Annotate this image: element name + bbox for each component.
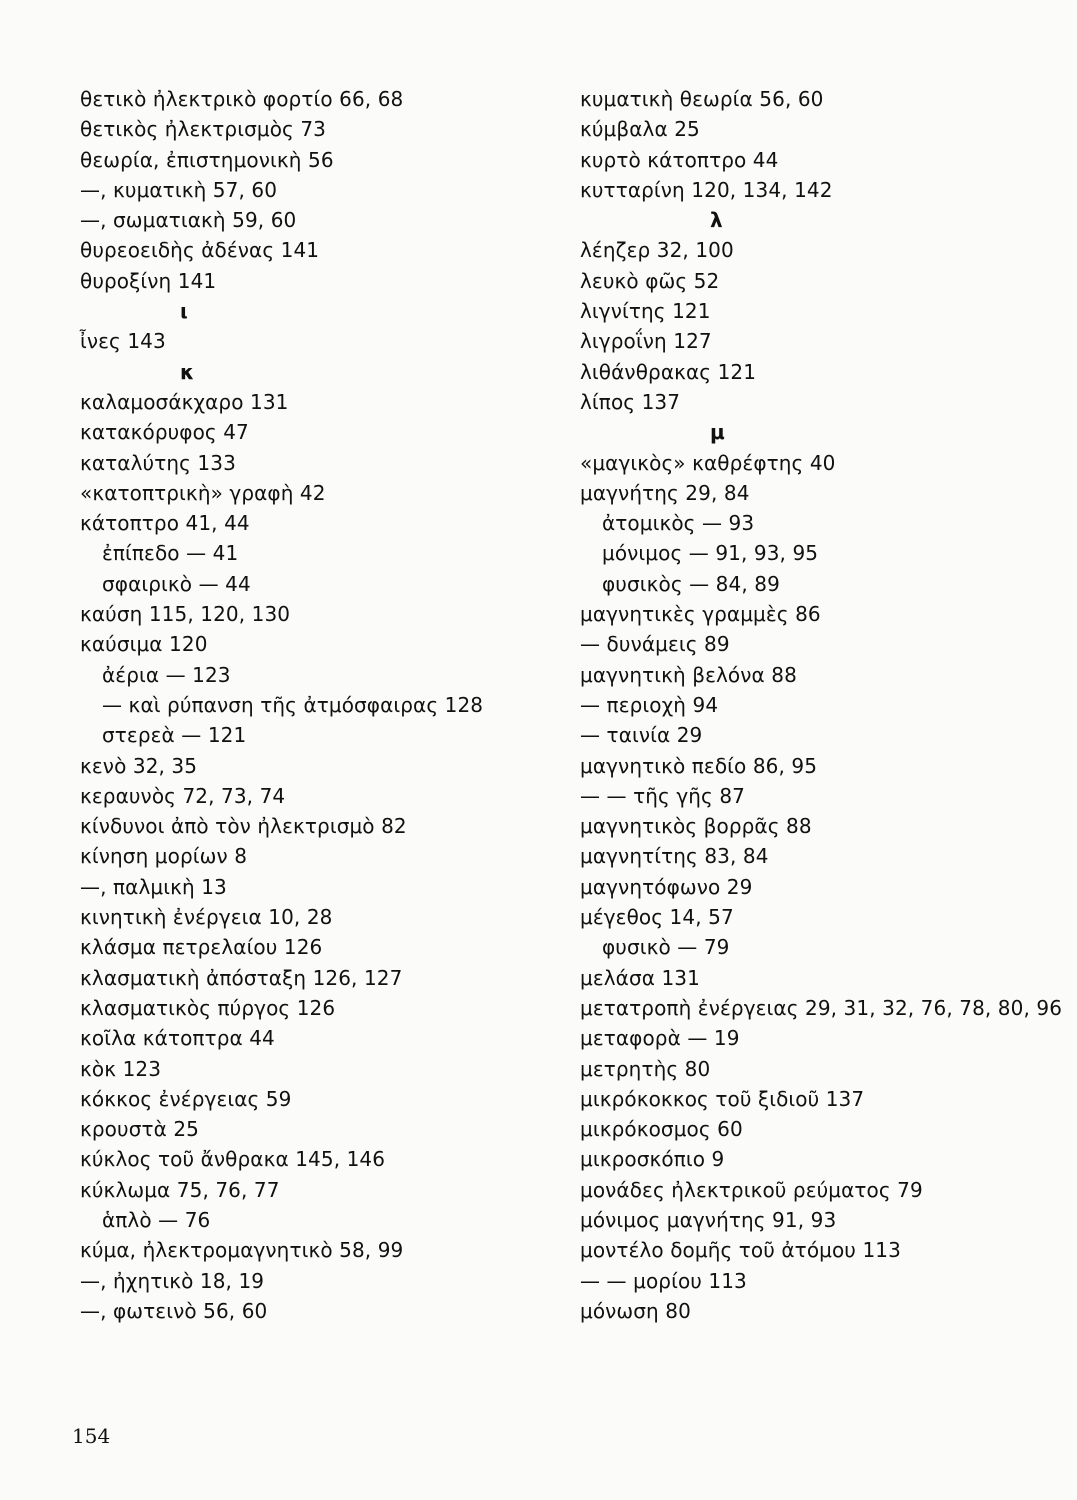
index-entry: κρουστὰ 25	[80, 1117, 199, 1142]
index-entry: κλασματικὸς πύργος 126	[80, 995, 336, 1020]
index-entry: ἀτομικὸς — 93	[602, 511, 755, 536]
index-entry: μόνιμος — 91, 93, 95	[602, 541, 819, 566]
index-entry: μετρητὴς 80	[580, 1056, 711, 1081]
index-entry: — ταινία 29	[580, 723, 703, 748]
index-entry: λίπος 137	[580, 389, 681, 414]
index-entry: — καὶ ρύπανση τῆς ἀτμόσφαιρας 128	[102, 692, 484, 717]
index-entry: —, φωτεινὸ 56, 60	[80, 1298, 268, 1323]
index-entry: καύσιμα 120	[80, 632, 208, 657]
index-entry: σφαιρικὸ — 44	[102, 571, 251, 596]
index-entry: μονάδες ἠλεκτρικοῦ ρεύματος 79	[580, 1177, 923, 1202]
index-entry: —, ἠχητικὸ 18, 19	[80, 1268, 265, 1293]
index-entry: φυσικὸς — 84, 89	[602, 571, 780, 596]
index-entry: — περιοχὴ 94	[580, 692, 719, 717]
index-entry: ἀέρια — 123	[102, 662, 231, 687]
index-entry: λιθάνθρακας 121	[580, 359, 757, 384]
index-entry: κεραυνὸς 72, 73, 74	[80, 783, 286, 808]
index-entry: κινητικὴ ἐνέργεια 10, 28	[80, 905, 333, 930]
index-entry: μέγεθος 14, 57	[580, 905, 734, 930]
index-entry: μικρόκοκκος τοῦ ξιδιοῦ 137	[580, 1086, 865, 1111]
index-entry: κοῖλα κάτοπτρα 44	[80, 1026, 275, 1051]
index-entry: στερεὰ — 121	[102, 723, 247, 748]
index-entry: μικροσκόπιο 9	[580, 1147, 725, 1172]
index-entry: λιγνίτης 121	[580, 299, 711, 324]
index-entry: καλαμοσάκχαρο 131	[80, 389, 289, 414]
index-entry: μικρόκοσμος 60	[580, 1117, 743, 1142]
index-entry: —, κυματικὴ 57, 60	[80, 177, 278, 202]
index-entry: θυροξίνη 141	[80, 268, 217, 293]
index-entry: θεωρία, ἐπιστημονικὴ 56	[80, 147, 334, 172]
index-letter-heading: μ	[710, 420, 725, 445]
index-column-right	[580, 84, 1063, 1326]
index-entry: θετικὸς ἠλεκτρισμὸς 73	[80, 117, 326, 142]
index-entry: κλάσμα πετρελαίου 126	[80, 935, 323, 960]
index-entry: κύκλωμα 75, 76, 77	[80, 1177, 280, 1202]
index-entry: κύκλος τοῦ ἄνθρακα 145, 146	[80, 1147, 386, 1172]
index-entry: λέηζερ 32, 100	[580, 238, 734, 263]
index-entry: κυματικὴ θεωρία 56, 60	[580, 87, 824, 111]
index-entry: «μαγικὸς» καθρέφτης 40	[580, 450, 836, 475]
index-entry: μετατροπὴ ἐνέργειας 29, 31, 32, 76, 78, 80, 96	[580, 995, 1063, 1020]
index-letter-heading: κ	[180, 359, 195, 384]
index-entry: μόνιμος μαγνήτης 91, 93	[580, 1207, 837, 1232]
index-entry: μαγνητικὸ πεδίο 86, 95	[580, 753, 818, 778]
index-entry: μελάσα 131	[580, 965, 700, 990]
index-entry: κὸκ 123	[80, 1056, 162, 1081]
index-entry: μαγνητικὲς γραμμὲς 86	[580, 602, 821, 627]
index-entry: καταλύτης 133	[80, 450, 236, 475]
index-entry: — δυνάμεις 89	[580, 632, 730, 657]
index-entry: καύση 115, 120, 130	[80, 602, 291, 627]
index-entry: θυρεοειδὴς ἀδένας 141	[80, 238, 320, 263]
index-entry: κυτταρίνη 120, 134, 142	[580, 177, 833, 202]
index-entry: μαγνητικὴ βελόνα 88	[580, 662, 797, 687]
index-entry: «κατοπτρικὴ» γραφὴ 42	[80, 480, 326, 505]
index-entry: κατακόρυφος 47	[80, 420, 249, 445]
index-entry: φυσικὸ — 79	[602, 935, 730, 960]
index-entry: κάτοπτρο 41, 44	[80, 511, 250, 536]
index-entry: κύμβαλα 25	[580, 117, 700, 142]
index-column-left	[80, 84, 540, 1326]
index-entry: ἶνες 143	[80, 329, 166, 354]
index-entry: κλασματικὴ ἀπόσταξη 126, 127	[80, 965, 403, 990]
index-entry: μαγνητικὸς βορρᾶς 88	[580, 814, 812, 839]
index-entry: κενὸ 32, 35	[80, 753, 198, 778]
index-entry: ἁπλὸ — 76	[102, 1207, 211, 1232]
index-entry: κίνδυνοι ἀπὸ τὸν ἠλεκτρισμὸ 82	[80, 814, 407, 839]
index-letter-heading: λ	[710, 208, 723, 233]
page-number: 154	[72, 1424, 111, 1448]
index-entry: κόκκος ἐνέργειας 59	[80, 1086, 292, 1111]
index-letter-heading: ι	[180, 299, 188, 324]
index-entry: μόνωση 80	[580, 1298, 691, 1323]
index-entry: μαγνήτης 29, 84	[580, 480, 750, 505]
index-entry: μαγνητίτης 83, 84	[580, 844, 769, 869]
index-entry: μεταφορὰ — 19	[580, 1026, 740, 1051]
index-entry: κυρτὸ κάτοπτρο 44	[580, 147, 779, 172]
index-entry: —, παλμικὴ 13	[80, 874, 227, 899]
index-entry: θετικὸ ἠλεκτρικὸ φορτίο 66, 68	[80, 87, 404, 111]
index-entry: μοντέλο δομῆς τοῦ ἀτόμου 113	[580, 1238, 901, 1263]
index-entry: — — τῆς γῆς 87	[580, 783, 745, 808]
index-entry: κίνηση μορίων 8	[80, 844, 248, 869]
index-entry: — — μορίου 113	[580, 1268, 747, 1293]
index-entry: —, σωματιακὴ 59, 60	[80, 208, 297, 233]
index-entry: λευκὸ φῶς 52	[580, 268, 720, 293]
index-entry: κύμα, ἠλεκτρομαγνητικὸ 58, 99	[80, 1238, 404, 1263]
index-entry: μαγνητόφωνο 29	[580, 874, 753, 899]
index-entry: λιγροΐνη 127	[580, 329, 712, 354]
index-entry: ἐπίπεδο — 41	[102, 541, 239, 566]
